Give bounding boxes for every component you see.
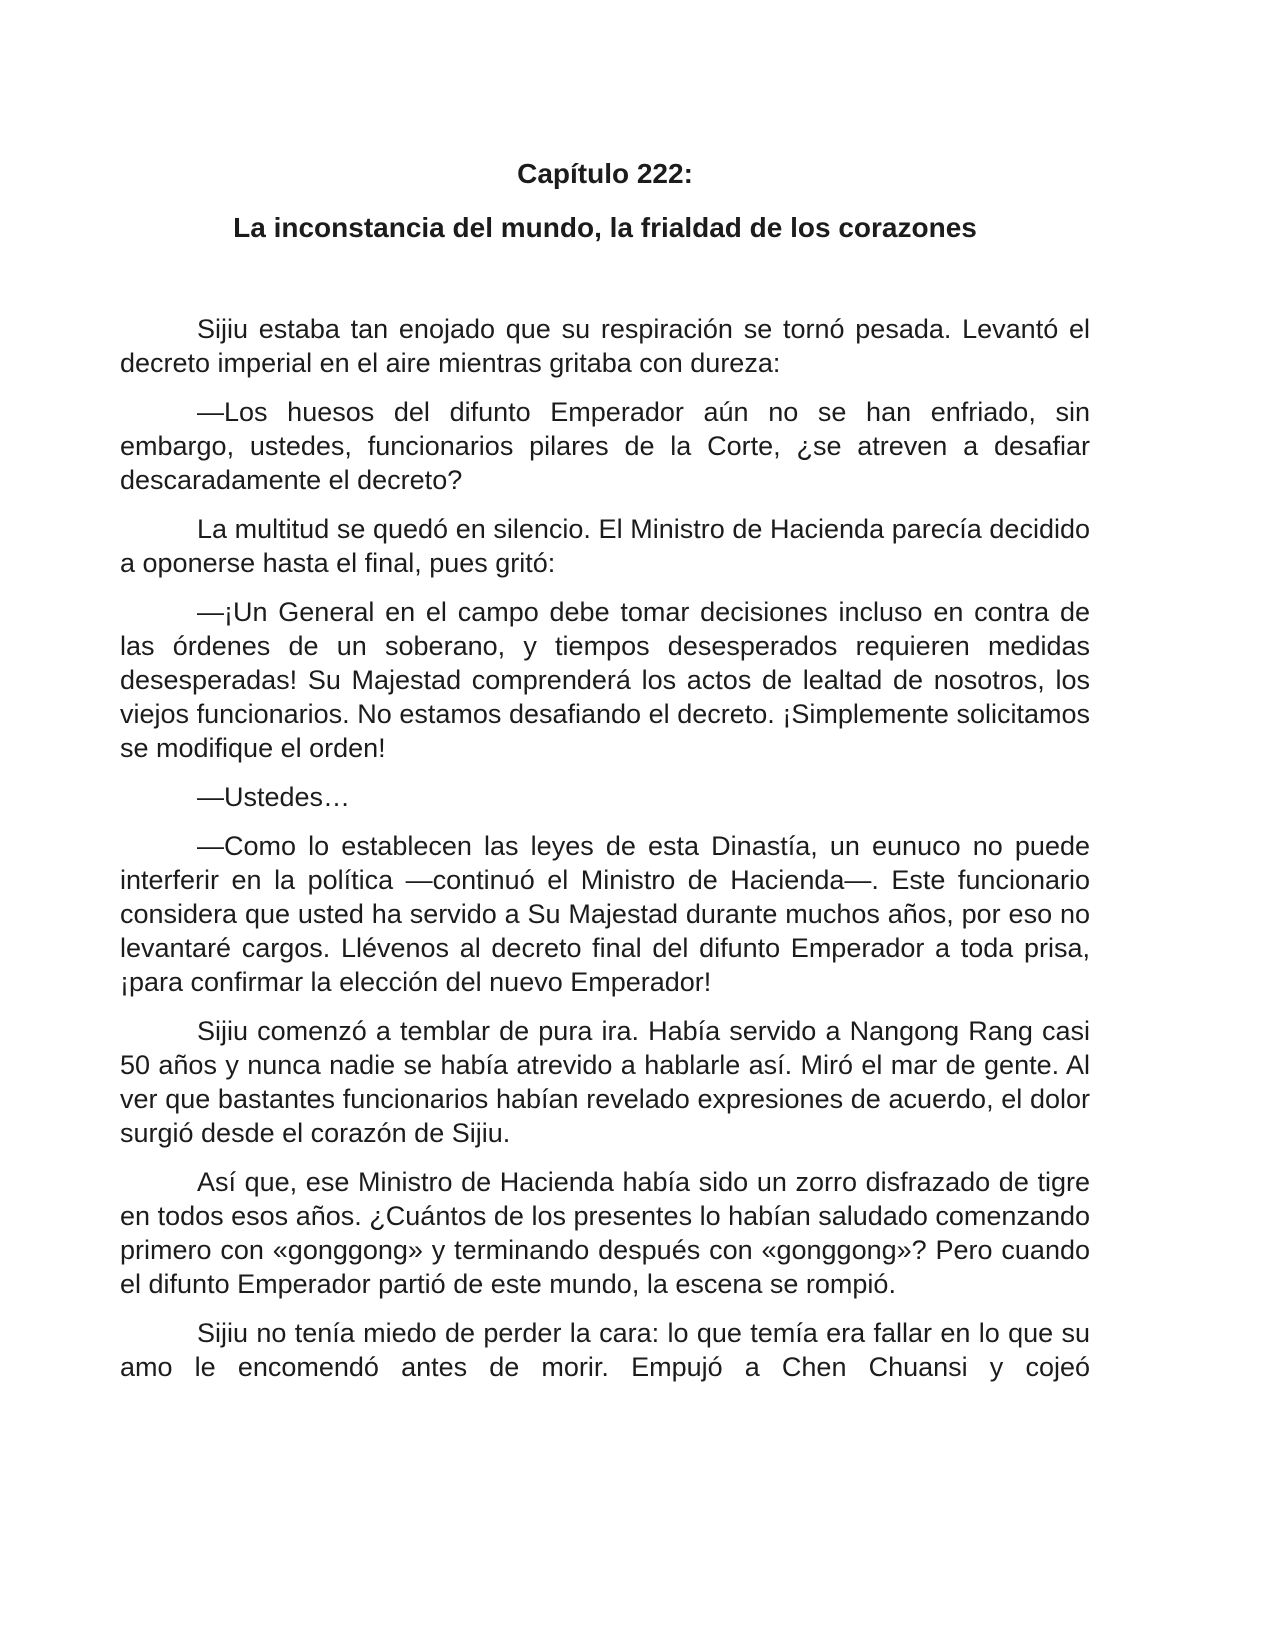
paragraph: Así que, ese Ministro de Hacienda había sido un zorro disfrazado de tigre en todos esos años. ¿Cuántos de los presentes lo habían saludado comenzando primero con «gonggong» y terminando después con «gonggong»? Pero cuando el difunto Emperador partió de este mundo, la escena se rompió. xyxy=(120,1167,1090,1299)
chapter-title: La inconstancia del mundo, la frialdad de los corazones xyxy=(233,212,977,243)
paragraph: —Ustedes… xyxy=(197,782,351,812)
paragraph: —Los huesos del difunto Emperador aún no se han enfriado, sin embargo, ustedes, funcionarios pilares de la Corte, ¿se atreven a desafiar descaradamente el decreto? xyxy=(120,397,1090,495)
document-page xyxy=(120,156,1090,1384)
paragraph: Sijiu no tenía miedo de perder la cara: lo que temía era fallar en lo que su amo le encomendó antes de morir. Empujó a Chen Chuansi y cojeó xyxy=(120,1318,1090,1382)
chapter-number: Capítulo 222: xyxy=(517,158,693,189)
paragraph: —Como lo establecen las leyes de esta Dinastía, un eunuco no puede interferir en la política —continuó el Ministro de Hacienda—. Este funcionario considera que usted ha servido a Su Majestad durante muchos años, por eso no levantaré cargos. Llévenos al decreto final del difunto Emperador a toda prisa, ¡para confirmar la elección del nuevo Emperador! xyxy=(120,831,1090,997)
paragraph: Sijiu estaba tan enojado que su respiración se tornó pesada. Levantó el decreto imperial en el aire mientras gritaba con dureza: xyxy=(120,314,1090,378)
chapter-body xyxy=(120,312,1090,1384)
paragraph: Sijiu comenzó a temblar de pura ira. Había servido a Nangong Rang casi 50 años y nunca nadie se había atrevido a hablarle así. Miró el mar de gente. Al ver que bastantes funcionarios habían revelado expresiones de acuerdo, el dolor surgió desde el corazón de Sijiu. xyxy=(120,1016,1090,1148)
paragraph: La multitud se quedó en silencio. El Ministro de Hacienda parecía decidido a oponerse hasta el final, pues gritó: xyxy=(120,514,1090,578)
paragraph: —¡Un General en el campo debe tomar decisiones incluso en contra de las órdenes de un soberano, y tiempos desesperados requieren medidas desesperadas! Su Majestad comprenderá los actos de lealtad de nosotros, los viejos funcionarios. No estamos desafiando el decreto. ¡Simplemente solicitamos se modifique el orden! xyxy=(120,597,1090,763)
